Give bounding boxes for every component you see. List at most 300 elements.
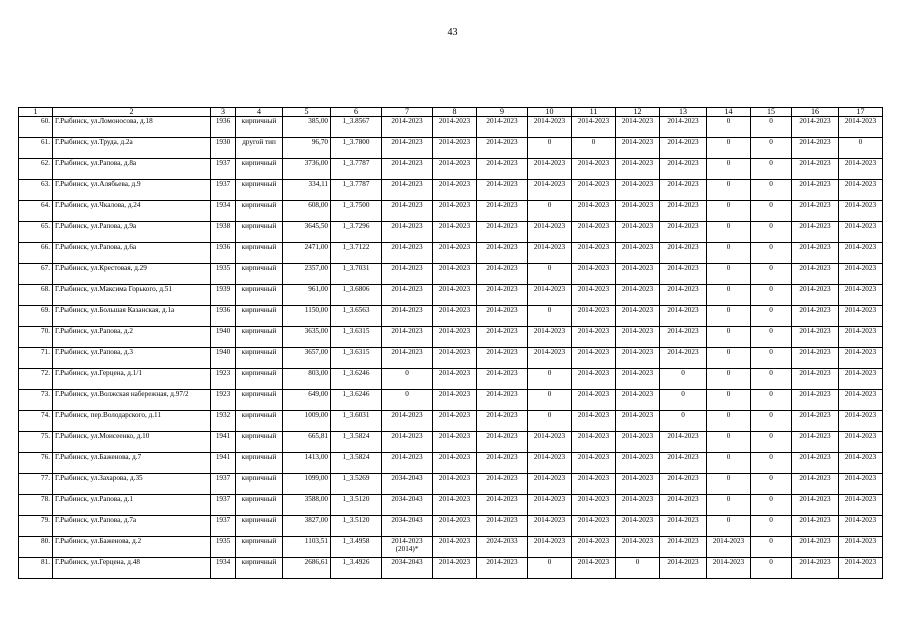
table-cell: 2014-2023 [839, 348, 883, 369]
table-row [19, 537, 883, 558]
table-cell: 1_3.6246 [331, 390, 382, 411]
table-cell: 2014-2023 (2014)* [382, 537, 433, 558]
table-cell: 2014-2023 [433, 117, 477, 138]
table-cell: 0 [382, 369, 433, 390]
table-cell: 61. [19, 138, 53, 159]
table-cell: 2014-2023 [477, 117, 528, 138]
table-row [19, 495, 883, 516]
table-cell: 78. [19, 495, 53, 516]
table-cell: 2014-2023 [572, 243, 616, 264]
table-cell: 2014-2023 [839, 180, 883, 201]
table-cell: кирпичный [236, 390, 283, 411]
table-cell: 2014-2023 [528, 432, 572, 453]
table-cell: 0 [707, 180, 751, 201]
table-cell: 1_3.4926 [331, 558, 382, 579]
table-cell: 63. [19, 180, 53, 201]
table-cell: 2014-2023 [382, 348, 433, 369]
table-cell: 0 [707, 117, 751, 138]
table-cell: 76. [19, 453, 53, 474]
column-header: 11 [572, 108, 616, 117]
table-cell: 2014-2023 [792, 369, 839, 390]
table-cell: 1_3.6246 [331, 369, 382, 390]
table-cell: 2014-2023 [433, 348, 477, 369]
table-cell: кирпичный [236, 117, 283, 138]
table-cell: 2014-2023 [792, 222, 839, 243]
table-cell: 2014-2023 [616, 495, 660, 516]
table-cell: 0 [660, 411, 707, 432]
table-cell: 1940 [211, 327, 236, 348]
table-cell: 2014-2023 [433, 453, 477, 474]
table-cell: 2014-2023 [660, 201, 707, 222]
table-cell: 2014-2023 [572, 264, 616, 285]
table-cell: 2014-2023 [660, 306, 707, 327]
table-cell: 2014-2023 [660, 180, 707, 201]
column-header: 15 [751, 108, 792, 117]
table-row [19, 474, 883, 495]
table-cell: 2014-2023 [792, 474, 839, 495]
table-cell: 2014-2023 [572, 432, 616, 453]
table-cell: 1937 [211, 516, 236, 537]
table-cell: 1923 [211, 390, 236, 411]
table-cell: Г.Рыбинск, ул.Захарова, д.35 [53, 474, 211, 495]
table-cell: 1938 [211, 222, 236, 243]
table-cell: 1941 [211, 453, 236, 474]
table-cell: 70. [19, 327, 53, 348]
table-cell: 0 [707, 369, 751, 390]
table-cell: 2014-2023 [839, 201, 883, 222]
table-cell: 2014-2023 [382, 180, 433, 201]
table-cell: 0 [751, 348, 792, 369]
column-header: 6 [331, 108, 382, 117]
table-cell: Г.Рыбинск, ул.Чкалова, д.24 [53, 201, 211, 222]
table-cell: 2014-2023 [839, 453, 883, 474]
table-cell: 2014-2023 [572, 285, 616, 306]
table-cell: 2014-2023 [477, 453, 528, 474]
table-cell: 1413,00 [283, 453, 331, 474]
table-row [19, 201, 883, 222]
table-cell: кирпичный [236, 264, 283, 285]
table-cell: 2014-2023 [477, 306, 528, 327]
table-cell: 2014-2023 [616, 516, 660, 537]
table-cell: 2014-2023 [660, 264, 707, 285]
table-cell: 2014-2023 [616, 201, 660, 222]
table-cell: 2014-2023 [616, 138, 660, 159]
column-header: 10 [528, 108, 572, 117]
table-cell: 2014-2023 [792, 495, 839, 516]
table-cell: 0 [707, 306, 751, 327]
table-cell: 1_3.5824 [331, 432, 382, 453]
table-cell: 0 [751, 327, 792, 348]
table-cell: кирпичный [236, 432, 283, 453]
table-cell: 2014-2023 [660, 453, 707, 474]
table-cell: Г.Рыбинск, ул.Рапова, д.9а [53, 222, 211, 243]
table-cell: Г.Рыбинск, ул.Герцена, д.1/1 [53, 369, 211, 390]
table-cell: 2014-2023 [382, 138, 433, 159]
table-cell: 2014-2023 [839, 432, 883, 453]
table-cell: 0 [707, 411, 751, 432]
table-cell: 2014-2023 [839, 558, 883, 579]
table-cell: 2014-2023 [572, 495, 616, 516]
table-cell: Г.Рыбинск, ул.Рапова, д.3 [53, 348, 211, 369]
table-cell: 2014-2023 [433, 411, 477, 432]
table-cell: 1_3.7296 [331, 222, 382, 243]
table-cell: 1_3.7031 [331, 264, 382, 285]
table-cell: 1_3.7787 [331, 180, 382, 201]
table-cell: 649,00 [283, 390, 331, 411]
table-cell: 1936 [211, 243, 236, 264]
table-cell: 0 [707, 474, 751, 495]
table-cell: 2014-2023 [477, 558, 528, 579]
table-cell: 3827,00 [283, 516, 331, 537]
table-cell: 1934 [211, 201, 236, 222]
table-cell: 2014-2023 [660, 516, 707, 537]
table-row [19, 390, 883, 411]
table-cell: 67. [19, 264, 53, 285]
table-cell: Г.Рыбинск, ул.Рапова, д.7а [53, 516, 211, 537]
table-cell: 2014-2023 [792, 159, 839, 180]
column-header: 16 [792, 108, 839, 117]
table-cell: 1009,00 [283, 411, 331, 432]
table-cell: 0 [707, 495, 751, 516]
table-cell: 66. [19, 243, 53, 264]
table-cell: 0 [751, 516, 792, 537]
table-cell: 2014-2023 [572, 558, 616, 579]
table-cell: 2014-2023 [839, 159, 883, 180]
table-cell: 72. [19, 369, 53, 390]
table-cell: 2014-2023 [477, 516, 528, 537]
table-cell: 2014-2023 [433, 495, 477, 516]
table-cell: 0 [660, 369, 707, 390]
table-cell: 2014-2023 [616, 222, 660, 243]
table-cell: 608,00 [283, 201, 331, 222]
table-cell: 2014-2023 [839, 411, 883, 432]
table-cell: 2034-2043 [382, 516, 433, 537]
table-cell: 2014-2023 [528, 180, 572, 201]
table-cell: 2014-2023 [433, 432, 477, 453]
table-row [19, 264, 883, 285]
table-cell: 96,70 [283, 138, 331, 159]
table-cell: 2014-2023 [433, 558, 477, 579]
table-cell: 81. [19, 558, 53, 579]
table-cell: кирпичный [236, 180, 283, 201]
table-cell: 2014-2023 [477, 264, 528, 285]
table-cell: 2014-2023 [382, 411, 433, 432]
table-cell: 2686,61 [283, 558, 331, 579]
table-cell: 0 [528, 306, 572, 327]
table-cell: 1103,51 [283, 537, 331, 558]
table-cell: 2014-2023 [572, 348, 616, 369]
table-cell: 2014-2023 [528, 537, 572, 558]
table-cell: 2014-2023 [660, 432, 707, 453]
column-header: 5 [283, 108, 331, 117]
table-cell: 2014-2023 [572, 222, 616, 243]
header-row [19, 108, 883, 117]
table-cell: 2014-2023 [792, 390, 839, 411]
table-cell: 0 [751, 495, 792, 516]
table-cell: 2014-2023 [660, 285, 707, 306]
table-cell: 0 [751, 201, 792, 222]
table-cell: другой тип [236, 138, 283, 159]
table-cell: 0 [751, 537, 792, 558]
table-cell: 2014-2023 [839, 117, 883, 138]
table-cell: 2014-2023 [660, 159, 707, 180]
table-cell: 2014-2023 [616, 159, 660, 180]
table-cell: 74. [19, 411, 53, 432]
table-cell: 1935 [211, 537, 236, 558]
table-cell: 2014-2023 [477, 411, 528, 432]
table-cell: 2014-2023 [660, 537, 707, 558]
table-cell: 2014-2023 [477, 495, 528, 516]
column-header: 8 [433, 108, 477, 117]
table-cell: 0 [751, 453, 792, 474]
table-cell: 0 [572, 138, 616, 159]
table-cell: 2014-2023 [477, 159, 528, 180]
table-cell: 2014-2023 [528, 243, 572, 264]
table-cell: 2014-2023 [616, 411, 660, 432]
table-cell: Г.Рыбинск, ул.Большая Казанская, д.1а [53, 306, 211, 327]
table-cell: 2014-2023 [839, 390, 883, 411]
table-cell: 2014-2023 [839, 495, 883, 516]
table-cell: 2014-2023 [477, 432, 528, 453]
table-cell: 385,00 [283, 117, 331, 138]
table-cell: Г.Рыбинск, ул.Моисеенко, д.10 [53, 432, 211, 453]
table-cell: Г.Рыбинск, ул.Герцена, д.48 [53, 558, 211, 579]
table-cell: 1930 [211, 138, 236, 159]
table-cell: 2014-2023 [477, 390, 528, 411]
table-cell: 2014-2023 [572, 201, 616, 222]
table-cell: 2014-2023 [792, 558, 839, 579]
table-cell: 2014-2023 [660, 558, 707, 579]
table-cell: 2014-2023 [839, 369, 883, 390]
table-cell: 2014-2023 [433, 537, 477, 558]
table-cell: 2014-2023 [616, 327, 660, 348]
table-cell: 2014-2023 [528, 159, 572, 180]
table-cell: 334,11 [283, 180, 331, 201]
table-cell: 2014-2023 [528, 222, 572, 243]
table-cell: 1923 [211, 369, 236, 390]
table-row [19, 369, 883, 390]
table-cell: 0 [707, 201, 751, 222]
table-cell: 3657,00 [283, 348, 331, 369]
table-cell: 0 [707, 285, 751, 306]
table-cell: 2014-2023 [382, 306, 433, 327]
table-cell: 2014-2023 [433, 306, 477, 327]
table-cell: 2014-2023 [660, 348, 707, 369]
table-cell: 2014-2023 [382, 201, 433, 222]
table-row [19, 432, 883, 453]
table-cell: 2014-2023 [382, 117, 433, 138]
table-cell: 0 [751, 222, 792, 243]
table-cell: Г.Рыбинск, ул.Рапова, д.2 [53, 327, 211, 348]
table-cell: 0 [839, 138, 883, 159]
table-cell: 1099,00 [283, 474, 331, 495]
table-cell: 0 [751, 411, 792, 432]
table-cell: 0 [528, 369, 572, 390]
table-cell: кирпичный [236, 537, 283, 558]
table-cell: 2014-2023 [792, 348, 839, 369]
table-cell: 2014-2023 [792, 432, 839, 453]
table-cell: 2014-2023 [839, 264, 883, 285]
table-cell: 0 [751, 390, 792, 411]
table-cell: 2014-2023 [433, 369, 477, 390]
table-row [19, 138, 883, 159]
table-cell: 2014-2023 [382, 327, 433, 348]
table-cell: 2024-2033 [477, 537, 528, 558]
table-cell: 2014-2023 [572, 180, 616, 201]
table-cell: 1937 [211, 495, 236, 516]
table-cell: кирпичный [236, 243, 283, 264]
table-cell: 2014-2023 [433, 264, 477, 285]
page-number: 43 [447, 27, 458, 38]
table-cell: 62. [19, 159, 53, 180]
table-cell: 2014-2023 [792, 285, 839, 306]
table-cell: кирпичный [236, 495, 283, 516]
table-cell: кирпичный [236, 474, 283, 495]
table-cell: 2014-2023 [477, 243, 528, 264]
table-cell: 2014-2023 [660, 495, 707, 516]
table-cell: 77. [19, 474, 53, 495]
table-cell: 2014-2023 [382, 243, 433, 264]
table-cell: 2014-2023 [382, 432, 433, 453]
table-cell: 2014-2023 [616, 285, 660, 306]
table-cell: 1_3.5120 [331, 495, 382, 516]
table-cell: 0 [707, 264, 751, 285]
table-cell: 1937 [211, 159, 236, 180]
table-cell: 1932 [211, 411, 236, 432]
column-header: 3 [211, 108, 236, 117]
table-cell: 2014-2023 [528, 117, 572, 138]
table-cell: 2014-2023 [616, 306, 660, 327]
table-cell: 2014-2023 [572, 327, 616, 348]
table-cell: 2014-2023 [572, 117, 616, 138]
table-cell: 0 [707, 432, 751, 453]
table-cell: 0 [528, 558, 572, 579]
column-header: 14 [707, 108, 751, 117]
table-cell: 1_3.6315 [331, 348, 382, 369]
table-cell: 2014-2023 [616, 432, 660, 453]
table-cell: Г.Рыбинск, ул.Крестовая, д.29 [53, 264, 211, 285]
column-header: 12 [616, 108, 660, 117]
table-cell: 0 [707, 348, 751, 369]
table-cell: 2014-2023 [792, 264, 839, 285]
table-cell: 2014-2023 [616, 348, 660, 369]
table-cell: 2014-2023 [572, 369, 616, 390]
table-cell: 2014-2023 [660, 243, 707, 264]
table-cell: 2014-2023 [707, 537, 751, 558]
table-cell: 2014-2023 [528, 516, 572, 537]
table-cell: 1150,00 [283, 306, 331, 327]
table-cell: 1_3.6315 [331, 327, 382, 348]
table-cell: 64. [19, 201, 53, 222]
column-header: 17 [839, 108, 883, 117]
table-cell: Г.Рыбинск, ул.Ломоносова, д.18 [53, 117, 211, 138]
table-cell: 2014-2023 [660, 474, 707, 495]
table-cell: 2014-2023 [528, 495, 572, 516]
table-cell: 2014-2023 [477, 201, 528, 222]
table-cell: 2014-2023 [616, 369, 660, 390]
table-cell: 0 [751, 117, 792, 138]
table-cell: 2014-2023 [839, 222, 883, 243]
table-cell: 1_3.6031 [331, 411, 382, 432]
table-cell: 2014-2023 [477, 327, 528, 348]
table-cell: 2014-2023 [477, 348, 528, 369]
table-cell: 2014-2023 [433, 390, 477, 411]
table-cell: 1937 [211, 474, 236, 495]
table-cell: 3645,50 [283, 222, 331, 243]
table-cell: Г.Рыбинск, ул.Волжская набережная, д.97/2 [53, 390, 211, 411]
table-cell: 2014-2023 [572, 537, 616, 558]
table-cell: 2014-2023 [433, 201, 477, 222]
table-cell: 1_3.5269 [331, 474, 382, 495]
table-cell: кирпичный [236, 222, 283, 243]
table-cell: 0 [382, 390, 433, 411]
table-cell: кирпичный [236, 516, 283, 537]
table-cell: Г.Рыбинск, ул.Труда, д.2а [53, 138, 211, 159]
table-cell: 0 [707, 138, 751, 159]
table-cell: 2014-2023 [792, 306, 839, 327]
table-cell: 2014-2023 [477, 180, 528, 201]
table-row [19, 558, 883, 579]
table-cell: 1939 [211, 285, 236, 306]
table-cell: 0 [528, 411, 572, 432]
table-cell: 2014-2023 [839, 306, 883, 327]
table-cell: 2014-2023 [382, 264, 433, 285]
table-cell: 0 [751, 285, 792, 306]
table-cell: 2014-2023 [616, 453, 660, 474]
table-cell: 0 [751, 180, 792, 201]
table-cell: 0 [528, 138, 572, 159]
table-cell: 2014-2023 [792, 243, 839, 264]
table-cell: 2014-2023 [528, 285, 572, 306]
table-cell: 2014-2023 [792, 117, 839, 138]
table-cell: 0 [707, 390, 751, 411]
table-cell: 2014-2023 [477, 369, 528, 390]
table-cell: 2014-2023 [433, 243, 477, 264]
table-cell: 2014-2023 [477, 474, 528, 495]
table-row [19, 348, 883, 369]
table-cell: 2014-2023 [660, 117, 707, 138]
table-cell: кирпичный [236, 201, 283, 222]
table-cell: 0 [751, 138, 792, 159]
table-cell: 0 [751, 264, 792, 285]
column-header: 2 [53, 108, 211, 117]
table-cell: 1934 [211, 558, 236, 579]
table-cell: 2014-2023 [572, 390, 616, 411]
table-cell: 803,00 [283, 369, 331, 390]
table-row [19, 285, 883, 306]
table-cell: 2014-2023 [616, 537, 660, 558]
table-cell: 2014-2023 [382, 159, 433, 180]
table-cell: 2014-2023 [792, 516, 839, 537]
table-cell: Г.Рыбинск, ул.Рапова, д.6а [53, 243, 211, 264]
table-cell: 1_3.8567 [331, 117, 382, 138]
table-cell: 665,81 [283, 432, 331, 453]
table-cell: 2014-2023 [707, 558, 751, 579]
table-cell: 0 [707, 159, 751, 180]
table-cell: Г.Рыбинск, ул.Баженова, д.2 [53, 537, 211, 558]
table-cell: 2014-2023 [792, 537, 839, 558]
table-cell: кирпичный [236, 285, 283, 306]
table-cell: 3635,00 [283, 327, 331, 348]
table-cell: 2034-2043 [382, 474, 433, 495]
table-cell: 0 [751, 306, 792, 327]
table-row [19, 243, 883, 264]
table-cell: 1_3.7787 [331, 159, 382, 180]
table-cell: 0 [616, 558, 660, 579]
table-cell: 2357,00 [283, 264, 331, 285]
table-cell: 1_3.5120 [331, 516, 382, 537]
column-header: 1 [19, 108, 53, 117]
